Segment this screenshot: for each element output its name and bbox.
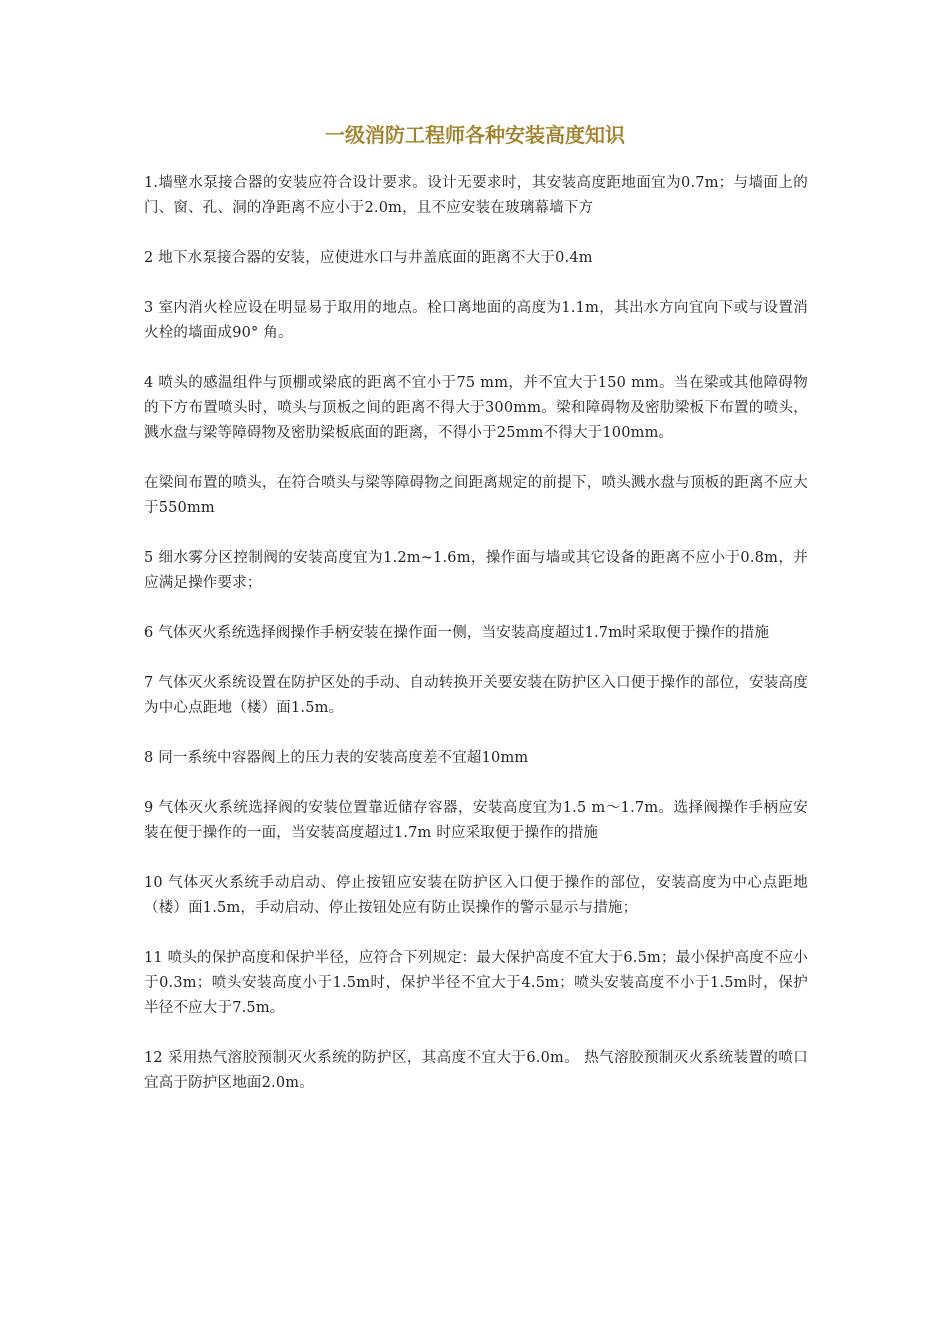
paragraph-2: 2 地下水泵接合器的安装，应使进水口与井盖底面的距离不大于0.4m (144, 250, 593, 266)
paragraph-7: 7 气体灭火系统设置在防护区处的手动、自动转换开关要安装在防护区入口便于操作的部位，安装高度为中心点距地（楼）面1.5m。 (144, 675, 808, 716)
paragraph-4-continued: 在梁间布置的喷头，在符合喷头与梁等障碍物之间距离规定的前提下，喷头溅水盘与顶板的距离不应大于550mm (144, 475, 808, 516)
document-title: 一级消防工程师各种安装高度知识 (325, 123, 625, 147)
paragraph-10: 10 气体灭火系统手动启动、停止按钮应安装在防护区入口便于操作的部位，安装高度为中心点距地（楼）面1.5m，手动启动、停止按钮处应有防止误操作的警示显示与措施； (144, 875, 808, 916)
paragraph-3: 3 室内消火栓应设在明显易于取用的地点。栓口离地面的高度为1.1m，其出水方向宜向下或与设置消火栓的墙面成90° 角。 (144, 300, 808, 341)
paragraph-11: 11 喷头的保护高度和保护半径，应符合下列规定：最大保护高度不宜大于6.5m；最小保护高度不应小于0.3m；喷头安装高度小于1.5m时，保护半径不宜大于4.5m；喷头安装高度不小于1.5m时，保护半径不应大于7.5m。 (144, 950, 808, 1016)
paragraph-9: 9 气体灭火系统选择阀的安装位置靠近储存容器，安装高度宜为1.5 m～1.7m。选择阀操作手柄应安装在便于操作的一面，当安装高度超过1.7m 时应采取便于操作的措施 (144, 800, 808, 841)
paragraph-4: 4 喷头的感温组件与顶棚或梁底的距离不宜小于75 mm，并不宜大于150 mm。当在梁或其他障碍物的下方布置喷头时，喷头与顶板之间的距离不得大于300mm。梁和障碍物及密肋梁板下布置的喷头，溅水盘与梁等障碍物及密肋梁板底面的距离，不得小于25mm不得大于100mm。 (144, 375, 808, 441)
paragraph-8: 8 同一系统中容器阀上的压力表的安装高度差不宜超10mm (144, 750, 529, 766)
paragraph-5: 5 细水雾分区控制阀的安装高度宜为1.2m~1.6m，操作面与墙或其它设备的距离不应小于0.8m，并应满足操作要求； (144, 550, 808, 591)
paragraph-12: 12 采用热气溶胶预制灭火系统的防护区，其高度不宜大于6.0m。 热气溶胶预制灭火系统装置的喷口宜高于防护区地面2.0m。 (144, 1050, 808, 1091)
paragraph-6: 6 气体灭火系统选择阀操作手柄安装在操作面一侧，当安装高度超过1.7m时采取便于操作的措施 (144, 625, 770, 641)
paragraph-1: 1.墙壁水泵接合器的安装应符合设计要求。设计无要求时，其安装高度距地面宜为0.7m；与墙面上的门、窗、孔、洞的净距离不应小于2.0m，且不应安装在玻璃幕墙下方 (144, 175, 808, 216)
document-body (144, 171, 808, 1121)
